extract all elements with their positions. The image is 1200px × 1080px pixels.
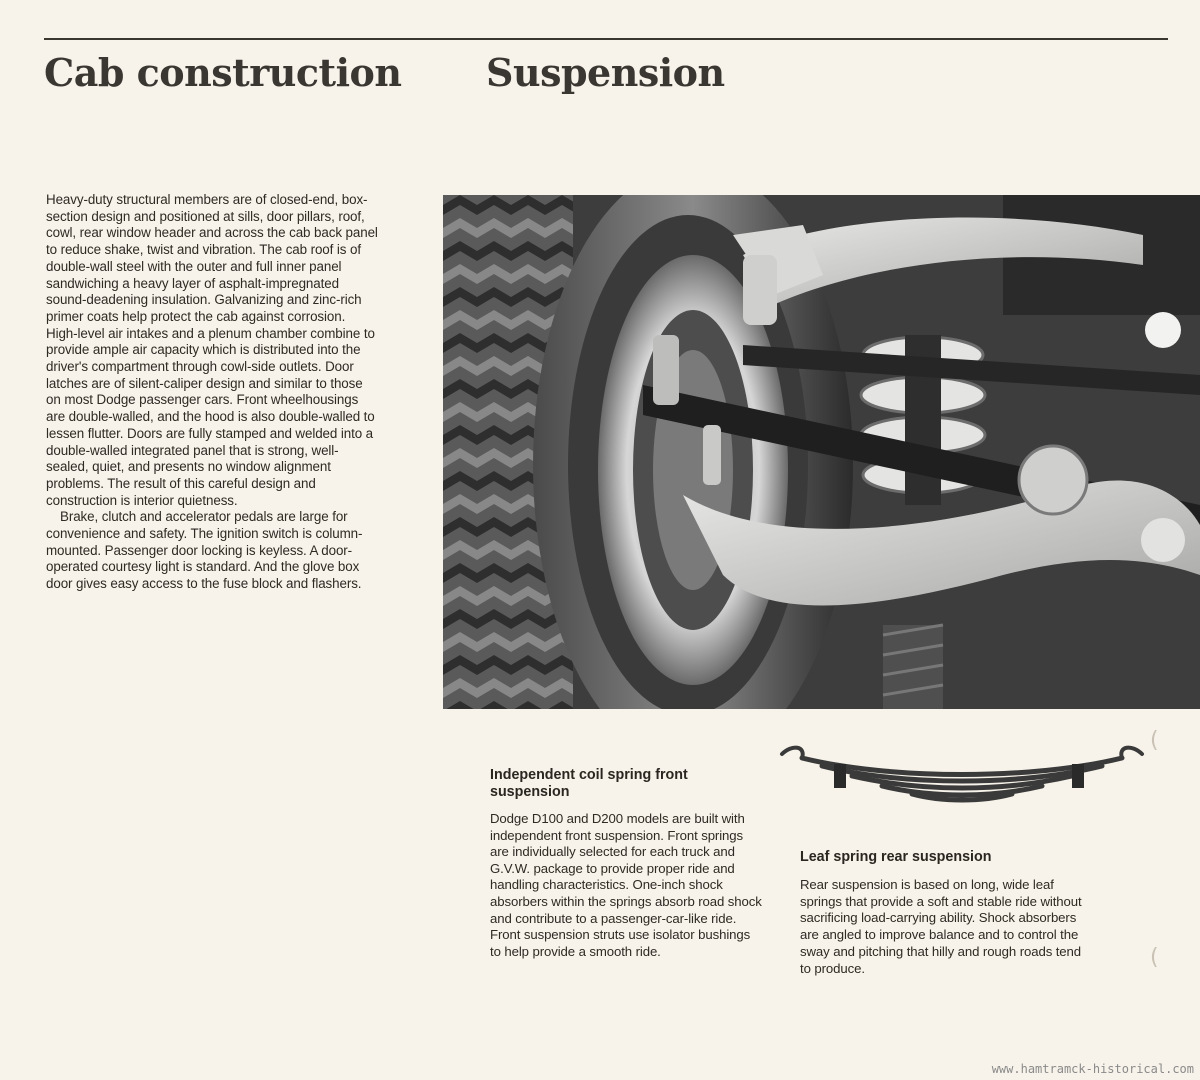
front-suspension-title: Independent coil spring front suspension xyxy=(490,767,688,800)
cab-construction-text xyxy=(46,192,378,593)
rear-suspension-title: Leaf spring rear suspension xyxy=(800,849,992,865)
leaf-spring-illustration xyxy=(772,740,1152,820)
top-rule xyxy=(44,38,1168,40)
suspension-heading: Suspension xyxy=(486,50,725,95)
cab-construction-heading: Cab construction xyxy=(44,50,402,95)
cab-paragraph-2: Brake, clutch and accelerator pedals are large for convenience and safety. The ignition switch is column-mounted. Passenger door locking is keyless. A door-operated courtesy light is standard. And the glove box door gives easy access to the fuse block and flashers. xyxy=(46,509,363,592)
page-mark: ( xyxy=(1150,945,1159,970)
cab-paragraph-1: Heavy-duty structural members are of closed-end, box-section design and positioned at sills, door pillars, roof, cowl, rear window header and across the cab back panel to reduce shake, twist and vibration. The cab roof is of double-wall steel with the outer and full inner panel sandwiching a heavy layer of asphalt-impregnated sound-deadening insulation. Galvanizing and zinc-rich primer coats help protect the cab against corrosion. High-level air intakes and a plenum chamber combine to provide ample air capacity which is distributed into the driver's compartment through cowl-side outlets. Door latches are of silent-caliper design and similar to those on most Dodge passenger cars. Front wheelhousings are double-walled, and the hood is also double-walled to lessen flutter. Doors are fully stamped and welded into a double-walled integrated panel that is strong, well-sealed, quiet, and presents no window alignment problems. The result of this careful design and construction is interior quietness. xyxy=(46,192,378,508)
page-mark: ( xyxy=(1150,728,1159,753)
front-suspension-photo xyxy=(443,195,1200,709)
watermark-url: www.hamtramck-historical.com xyxy=(991,1062,1194,1076)
rear-suspension-text: Rear suspension is based on long, wide leaf springs that provide a soft and stable ride without sacrificing load-carrying ability. Shock absorbers are angled to improve balance and to control the sway and pitching that hilly and rough roads tend to produce. xyxy=(800,877,1082,976)
front-suspension-text: Dodge D100 and D200 models are built with independent front suspension. Front springs are individually selected for each truck and G.V.W. package to provide proper ride and handling characteristics. One-inch shock absorbers within the springs absorb road shock and contribute to a passenger-car-like ride. Front suspension struts use isolator bushings to help provide a smooth ride. xyxy=(490,811,762,959)
